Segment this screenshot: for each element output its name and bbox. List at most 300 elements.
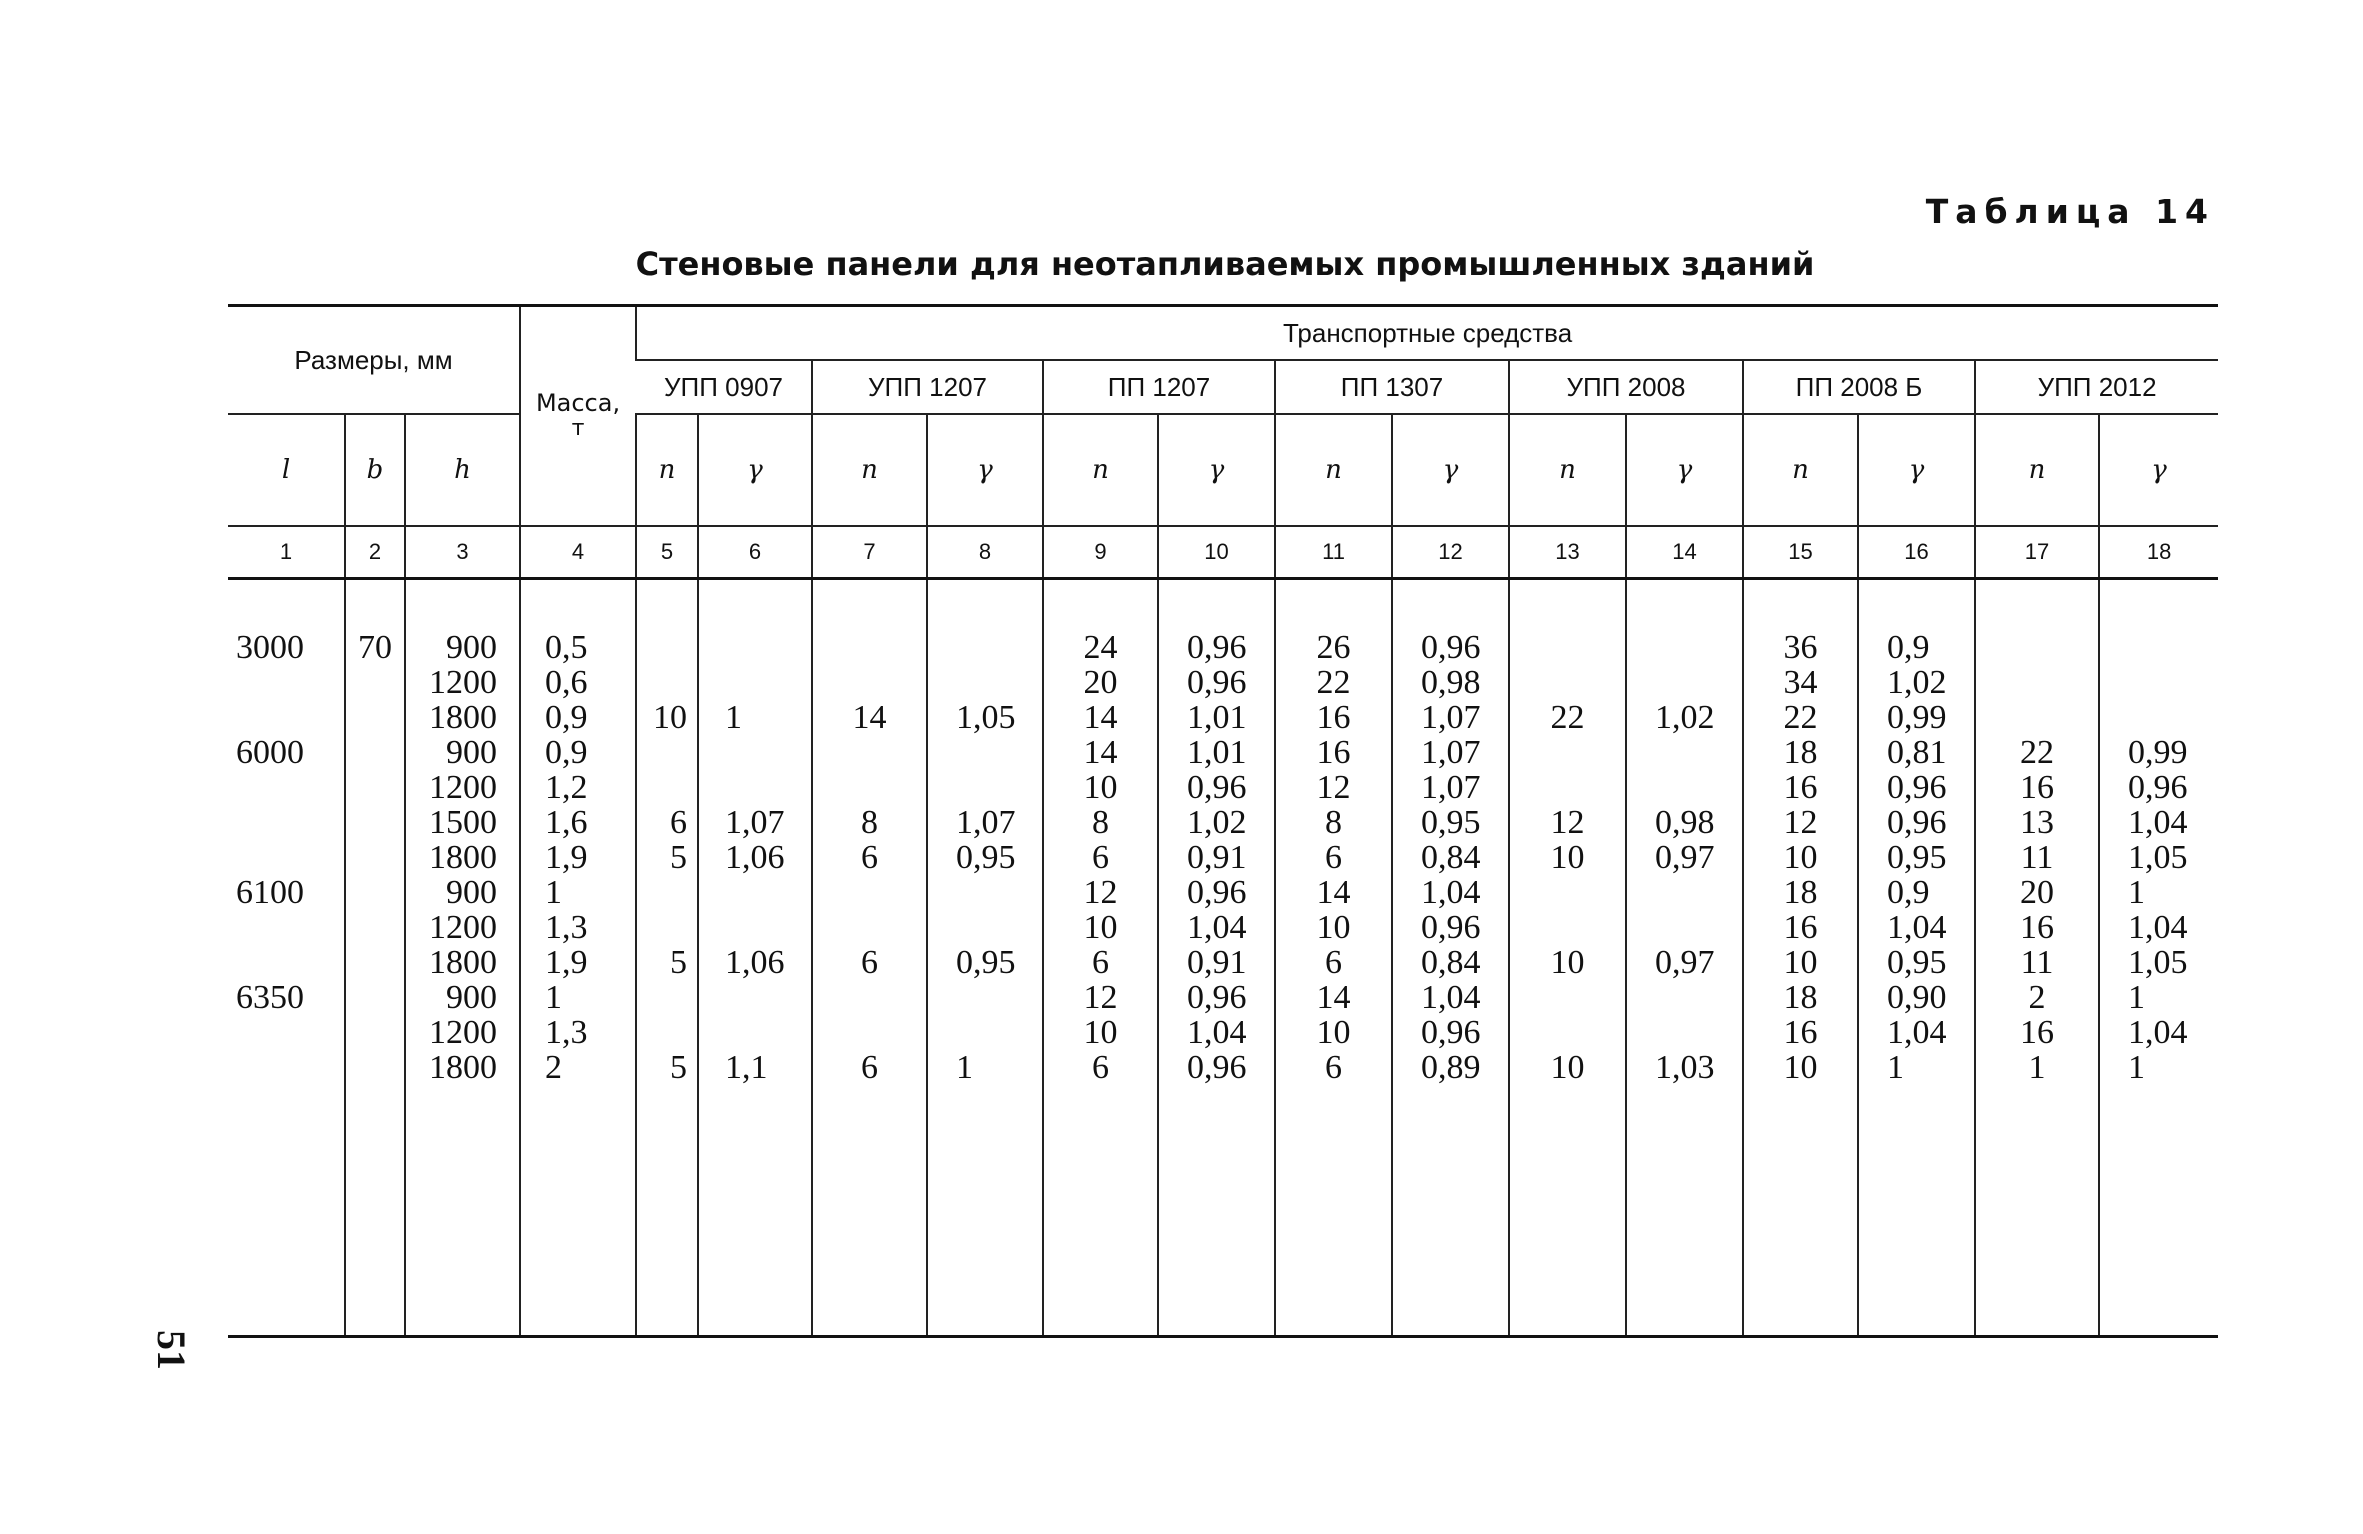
cell-upp2008-n: 10 (1509, 945, 1626, 980)
column-number: 9 (1043, 526, 1158, 579)
panels-table (228, 304, 2218, 1338)
cell-height: 900 (405, 630, 520, 665)
cell-pp1207-gamma: 0,96 (1158, 630, 1275, 665)
cell-upp0907-n (636, 1015, 698, 1050)
cell-pp2008b-n: 18 (1743, 980, 1858, 1015)
cell-length: 6350 (236, 980, 304, 1015)
cell-upp1207-n (812, 735, 927, 770)
table-body (228, 579, 2218, 1337)
table-row (228, 805, 2218, 840)
column-number: 10 (1158, 526, 1275, 579)
cell-upp1207-gamma: 1,05 (927, 700, 1043, 735)
cell-mass: 0,9 (520, 700, 636, 735)
cell-upp0907-n: 5 (636, 945, 698, 980)
table-filler-row (228, 1085, 2218, 1337)
cell-height: 1200 (405, 910, 520, 945)
cell-pp2008b-n: 34 (1743, 665, 1858, 700)
cell-pp1307-gamma: 0,98 (1392, 665, 1509, 700)
cell-upp2008-n: 22 (1509, 700, 1626, 735)
cell-upp2012-gamma (2099, 630, 2218, 665)
cell-upp1207-n: 14 (812, 700, 927, 735)
cell-width (345, 700, 405, 735)
cell-upp2008-gamma (1626, 770, 1743, 805)
cell-upp0907-gamma (698, 875, 812, 910)
column-number: 6 (698, 526, 812, 579)
cell-pp1307-gamma: 1,07 (1392, 700, 1509, 735)
cell-length (228, 700, 345, 735)
cell-upp0907-gamma (698, 665, 812, 700)
cell-width (345, 770, 405, 805)
cell-upp2008-n (1509, 1015, 1626, 1050)
column-number: 14 (1626, 526, 1743, 579)
cell-pp2008b-gamma: 0,99 (1858, 700, 1975, 735)
cell-upp2012-n: 22 (1975, 735, 2099, 770)
cell-pp1307-gamma: 0,96 (1392, 910, 1509, 945)
cell-upp0907-n: 10 (636, 700, 698, 735)
cell-pp2008b-n: 18 (1743, 875, 1858, 910)
symbol-n: n (1043, 414, 1158, 526)
cell-height: 900 (405, 980, 520, 1015)
column-number: 1 (228, 526, 345, 579)
cell-pp1207-gamma: 1,01 (1158, 700, 1275, 735)
symbol-b: b (345, 414, 405, 526)
symbol-l: l (228, 414, 345, 526)
cell-upp2012-n: 1 (1975, 1050, 2099, 1085)
cell-width (345, 840, 405, 875)
cell-pp2008b-n: 10 (1743, 1050, 1858, 1085)
cell-upp2012-gamma: 1 (2099, 980, 2218, 1015)
cell-upp1207-n (812, 875, 927, 910)
cell-upp1207-gamma: 0,95 (927, 945, 1043, 980)
cell-pp2008b-n: 10 (1743, 840, 1858, 875)
cell-upp2012-n: 11 (1975, 945, 2099, 980)
cell-pp1207-gamma: 1,01 (1158, 735, 1275, 770)
cell-pp1207-n: 10 (1043, 910, 1158, 945)
vehicle-pp-1207: ПП 1207 (1043, 360, 1275, 414)
cell-pp1207-n: 8 (1043, 805, 1158, 840)
column-number: 18 (2099, 526, 2218, 579)
column-number: 4 (520, 526, 636, 579)
cell-pp1207-n: 20 (1043, 665, 1158, 700)
cell-pp2008b-n: 10 (1743, 945, 1858, 980)
cell-upp2008-gamma (1626, 875, 1743, 910)
cell-pp1307-n: 16 (1275, 700, 1392, 735)
cell-pp2008b-n: 16 (1743, 910, 1858, 945)
table-row (228, 945, 2218, 980)
symbol-h: h (405, 414, 520, 526)
cell-pp1307-n: 16 (1275, 735, 1392, 770)
symbol-n: n (1509, 414, 1626, 526)
table-row (228, 665, 2218, 700)
cell-upp0907-n (636, 770, 698, 805)
cell-upp2008-n (1509, 770, 1626, 805)
cell-pp1307-n: 6 (1275, 1050, 1392, 1085)
cell-pp1207-gamma: 0,96 (1158, 980, 1275, 1015)
cell-upp1207-n (812, 665, 927, 700)
cell-upp2012-gamma: 1,04 (2099, 805, 2218, 840)
cell-pp1207-n: 12 (1043, 980, 1158, 1015)
cell-upp0907-gamma (698, 910, 812, 945)
cell-upp2008-n: 12 (1509, 805, 1626, 840)
symbol-n: n (1275, 414, 1392, 526)
cell-pp1207-gamma: 0,96 (1158, 875, 1275, 910)
page-number: 51 (149, 1330, 194, 1370)
cell-upp0907-gamma: 1,07 (698, 805, 812, 840)
cell-length: 3000 (236, 630, 304, 665)
cell-height: 1800 (405, 840, 520, 875)
cell-width (345, 1015, 405, 1050)
cell-upp2008-n (1509, 630, 1626, 665)
cell-pp2008b-n: 18 (1743, 735, 1858, 770)
cell-mass: 0,5 (520, 630, 636, 665)
cell-upp2012-n: 16 (1975, 1015, 2099, 1050)
cell-upp2012-gamma: 0,96 (2099, 770, 2218, 805)
cell-pp1207-gamma: 0,91 (1158, 945, 1275, 980)
cell-upp1207-n (812, 630, 927, 665)
cell-pp2008b-gamma: 0,9 (1858, 875, 1975, 910)
symbol-gamma: γ (698, 414, 812, 526)
cell-upp2012-n: 16 (1975, 910, 2099, 945)
table-row (228, 1015, 2218, 1050)
column-number: 12 (1392, 526, 1509, 579)
cell-upp2008-n (1509, 665, 1626, 700)
symbol-gamma: γ (2099, 414, 2218, 526)
cell-upp2008-n (1509, 980, 1626, 1015)
transport-header: Транспортные средства (636, 306, 2218, 361)
symbol-gamma: γ (1158, 414, 1275, 526)
cell-pp2008b-gamma: 0,9 (1858, 630, 1975, 665)
column-number: 8 (927, 526, 1043, 579)
cell-pp1207-n: 24 (1043, 630, 1158, 665)
cell-pp2008b-gamma: 1,04 (1858, 910, 1975, 945)
cell-pp2008b-gamma: 0,81 (1858, 735, 1975, 770)
cell-upp2008-n: 10 (1509, 1050, 1626, 1085)
mass-unit: т (571, 416, 585, 441)
cell-pp2008b-n: 36 (1743, 630, 1858, 665)
vehicle-upp-0907: УПП 0907 (636, 360, 812, 414)
cell-mass: 1,9 (520, 840, 636, 875)
cell-mass: 1 (520, 875, 636, 910)
mass-label: Масса, (535, 389, 621, 417)
table-row (228, 910, 2218, 945)
cell-upp2008-gamma (1626, 980, 1743, 1015)
cell-length: 6000 (236, 735, 304, 770)
cell-height: 1200 (405, 665, 520, 700)
cell-height: 1200 (405, 770, 520, 805)
cell-mass: 1,3 (520, 1015, 636, 1050)
cell-upp2008-gamma: 0,98 (1626, 805, 1743, 840)
cell-width (345, 980, 405, 1015)
cell-pp2008b-gamma: 0,90 (1858, 980, 1975, 1015)
cell-upp2008-n (1509, 875, 1626, 910)
cell-width (345, 910, 405, 945)
cell-upp2012-n (1975, 630, 2099, 665)
cell-upp0907-n: 5 (636, 840, 698, 875)
cell-upp2012-n: 2 (1975, 980, 2099, 1015)
cell-pp2008b-gamma: 0,95 (1858, 840, 1975, 875)
cell-pp1207-gamma: 1,04 (1158, 1015, 1275, 1050)
column-number: 11 (1275, 526, 1392, 579)
cell-upp1207-gamma: 1,07 (927, 805, 1043, 840)
cell-height: 1500 (405, 805, 520, 840)
cell-upp1207-n (812, 770, 927, 805)
cell-pp1207-gamma: 1,04 (1158, 910, 1275, 945)
cell-upp0907-n (636, 735, 698, 770)
cell-upp1207-n: 6 (812, 840, 927, 875)
cell-pp1307-n: 10 (1275, 1015, 1392, 1050)
table-row (228, 840, 2218, 875)
cell-upp1207-n: 6 (812, 1050, 927, 1085)
cell-width (345, 735, 405, 770)
cell-upp2012-gamma: 1 (2099, 1050, 2218, 1085)
cell-upp0907-gamma: 1 (698, 700, 812, 735)
cell-upp1207-gamma (927, 875, 1043, 910)
table-row (228, 735, 2218, 770)
cell-upp2012-gamma: 1,05 (2099, 945, 2218, 980)
cell-upp0907-gamma (698, 735, 812, 770)
cell-mass: 0,9 (520, 735, 636, 770)
cell-pp1307-n: 14 (1275, 875, 1392, 910)
cell-upp0907-n (636, 980, 698, 1015)
cell-upp1207-n (812, 910, 927, 945)
cell-mass: 1,3 (520, 910, 636, 945)
cell-upp2012-n: 13 (1975, 805, 2099, 840)
table-row (228, 1050, 2218, 1085)
table-row (228, 980, 2218, 1015)
column-number: 7 (812, 526, 927, 579)
cell-upp0907-n: 5 (636, 1050, 698, 1085)
cell-pp1307-gamma: 1,07 (1392, 735, 1509, 770)
cell-upp2008-gamma (1626, 735, 1743, 770)
cell-upp0907-n (636, 665, 698, 700)
cell-length (228, 1050, 345, 1085)
cell-upp0907-gamma: 1,06 (698, 840, 812, 875)
table-header (228, 306, 2218, 579)
cell-pp2008b-gamma: 1 (1858, 1050, 1975, 1085)
cell-upp1207-gamma (927, 910, 1043, 945)
cell-upp2008-n: 10 (1509, 840, 1626, 875)
cell-height: 1800 (405, 945, 520, 980)
cell-length: 6100 (236, 875, 304, 910)
column-number: 15 (1743, 526, 1858, 579)
cell-upp2012-gamma (2099, 665, 2218, 700)
cell-pp1207-n: 12 (1043, 875, 1158, 910)
table-row (228, 770, 2218, 805)
cell-pp2008b-n: 16 (1743, 1015, 1858, 1050)
cell-upp1207-gamma (927, 630, 1043, 665)
column-number: 17 (1975, 526, 2099, 579)
cell-pp1307-n: 6 (1275, 840, 1392, 875)
cell-pp1307-n: 14 (1275, 980, 1392, 1015)
cell-upp2012-gamma: 1,04 (2099, 1015, 2218, 1050)
cell-upp0907-gamma (698, 770, 812, 805)
symbol-gamma: γ (927, 414, 1043, 526)
cell-upp1207-n (812, 980, 927, 1015)
cell-pp1207-gamma: 1,02 (1158, 805, 1275, 840)
column-number: 3 (405, 526, 520, 579)
cell-pp2008b-gamma: 0,96 (1858, 805, 1975, 840)
cell-width (345, 665, 405, 700)
cell-upp1207-n: 6 (812, 945, 927, 980)
cell-pp2008b-gamma: 0,96 (1858, 770, 1975, 805)
cell-mass: 1,2 (520, 770, 636, 805)
cell-pp1207-n: 14 (1043, 700, 1158, 735)
cell-length (228, 665, 345, 700)
cell-mass: 1,6 (520, 805, 636, 840)
cell-pp1307-gamma: 1,04 (1392, 875, 1509, 910)
cell-pp1207-gamma: 0,96 (1158, 665, 1275, 700)
column-number: 13 (1509, 526, 1626, 579)
cell-pp1307-gamma: 0,95 (1392, 805, 1509, 840)
cell-upp0907-gamma: 1,1 (698, 1050, 812, 1085)
cell-pp1307-n: 8 (1275, 805, 1392, 840)
cell-pp1207-gamma: 0,91 (1158, 840, 1275, 875)
cell-upp2012-n: 16 (1975, 770, 2099, 805)
cell-upp0907-n (636, 630, 698, 665)
vehicle-pp-1307: ПП 1307 (1275, 360, 1509, 414)
cell-mass: 2 (520, 1050, 636, 1085)
cell-upp2012-gamma (2099, 700, 2218, 735)
cell-mass: 1,9 (520, 945, 636, 980)
cell-upp2008-n (1509, 910, 1626, 945)
vehicle-upp-2012: УПП 2012 (1975, 360, 2218, 414)
cell-upp2012-n: 20 (1975, 875, 2099, 910)
cell-length (228, 945, 345, 980)
cell-pp1207-n: 6 (1043, 840, 1158, 875)
cell-upp1207-n (812, 1015, 927, 1050)
cell-pp1207-gamma: 0,96 (1158, 1050, 1275, 1085)
cell-length (228, 840, 345, 875)
cell-pp1307-gamma: 0,84 (1392, 945, 1509, 980)
cell-width (345, 945, 405, 980)
cell-pp1207-n: 10 (1043, 1015, 1158, 1050)
cell-pp1207-n: 14 (1043, 735, 1158, 770)
cell-height: 1800 (405, 700, 520, 735)
cell-upp2008-gamma: 0,97 (1626, 840, 1743, 875)
cell-pp2008b-gamma: 0,95 (1858, 945, 1975, 980)
cell-height: 1200 (405, 1015, 520, 1050)
cell-width (345, 875, 405, 910)
cell-upp2008-gamma: 1,03 (1626, 1050, 1743, 1085)
cell-mass: 1 (520, 980, 636, 1015)
cell-upp0907-gamma (698, 1015, 812, 1050)
cell-pp2008b-n: 22 (1743, 700, 1858, 735)
cell-upp2012-n (1975, 700, 2099, 735)
cell-upp1207-gamma: 0,95 (927, 840, 1043, 875)
cell-upp0907-n (636, 875, 698, 910)
vehicle-upp-2008: УПП 2008 (1509, 360, 1743, 414)
cell-upp2008-gamma (1626, 630, 1743, 665)
cell-width (345, 805, 405, 840)
symbol-n: n (1975, 414, 2099, 526)
cell-pp1307-gamma: 1,04 (1392, 980, 1509, 1015)
cell-pp1207-n: 10 (1043, 770, 1158, 805)
cell-upp2012-n: 11 (1975, 840, 2099, 875)
cell-pp1307-gamma: 0,96 (1392, 1015, 1509, 1050)
cell-upp2008-gamma (1626, 665, 1743, 700)
cell-length (228, 770, 345, 805)
symbol-n: n (1743, 414, 1858, 526)
cell-upp1207-gamma (927, 665, 1043, 700)
table-spacer-row (228, 579, 2218, 631)
cell-upp2008-n (1509, 735, 1626, 770)
symbol-gamma: γ (1626, 414, 1743, 526)
cell-pp2008b-gamma: 1,04 (1858, 1015, 1975, 1050)
cell-upp2012-gamma: 1,05 (2099, 840, 2218, 875)
mass-header (520, 306, 636, 527)
cell-upp0907-n (636, 910, 698, 945)
table-label: Таблица 14 (1925, 192, 2215, 231)
cell-height: 1800 (405, 1050, 520, 1085)
cell-mass: 0,6 (520, 665, 636, 700)
cell-height: 900 (405, 875, 520, 910)
cell-width: 70 (345, 630, 405, 665)
cell-upp0907-gamma (698, 980, 812, 1015)
table-title: Стеновые панели для неотапливаемых промышленных зданий (635, 245, 1815, 283)
cell-upp2008-gamma: 0,97 (1626, 945, 1743, 980)
cell-pp1207-n: 6 (1043, 945, 1158, 980)
cell-pp1307-gamma: 0,89 (1392, 1050, 1509, 1085)
cell-length (228, 805, 345, 840)
cell-pp1307-gamma: 0,84 (1392, 840, 1509, 875)
column-number: 5 (636, 526, 698, 579)
vehicle-upp-1207: УПП 1207 (812, 360, 1043, 414)
cell-height: 900 (405, 735, 520, 770)
cell-upp2012-n (1975, 665, 2099, 700)
symbol-n: n (636, 414, 698, 526)
vehicle-pp-2008b: ПП 2008 Б (1743, 360, 1975, 414)
cell-upp2008-gamma (1626, 1015, 1743, 1050)
cell-upp1207-gamma (927, 770, 1043, 805)
table-row (228, 700, 2218, 735)
cell-pp1307-n: 12 (1275, 770, 1392, 805)
cell-pp1307-n: 10 (1275, 910, 1392, 945)
cell-upp0907-gamma (698, 630, 812, 665)
cell-width (345, 1050, 405, 1085)
cell-upp0907-gamma: 1,06 (698, 945, 812, 980)
cell-upp1207-n: 8 (812, 805, 927, 840)
symbol-gamma: γ (1858, 414, 1975, 526)
symbol-gamma: γ (1392, 414, 1509, 526)
table-row (228, 630, 2218, 665)
cell-upp2012-gamma: 0,99 (2099, 735, 2218, 770)
cell-upp1207-gamma (927, 1015, 1043, 1050)
cell-upp1207-gamma (927, 735, 1043, 770)
cell-pp1207-n: 6 (1043, 1050, 1158, 1085)
cell-upp0907-n: 6 (636, 805, 698, 840)
cell-upp2008-gamma: 1,02 (1626, 700, 1743, 735)
cell-pp2008b-n: 16 (1743, 770, 1858, 805)
cell-pp1307-n: 22 (1275, 665, 1392, 700)
symbol-n: n (812, 414, 927, 526)
cell-upp1207-gamma: 1 (927, 1050, 1043, 1085)
cell-upp1207-gamma (927, 980, 1043, 1015)
column-number: 16 (1858, 526, 1975, 579)
cell-pp2008b-gamma: 1,02 (1858, 665, 1975, 700)
sizes-header: Размеры, мм (228, 306, 520, 415)
cell-pp2008b-n: 12 (1743, 805, 1858, 840)
table-row (228, 875, 2218, 910)
cell-pp1307-gamma: 0,96 (1392, 630, 1509, 665)
cell-pp1207-gamma: 0,96 (1158, 770, 1275, 805)
cell-length (228, 1015, 345, 1050)
cell-pp1307-gamma: 1,07 (1392, 770, 1509, 805)
cell-pp1307-n: 6 (1275, 945, 1392, 980)
cell-pp1307-n: 26 (1275, 630, 1392, 665)
cell-upp2012-gamma: 1,04 (2099, 910, 2218, 945)
cell-upp2012-gamma: 1 (2099, 875, 2218, 910)
column-number: 2 (345, 526, 405, 579)
